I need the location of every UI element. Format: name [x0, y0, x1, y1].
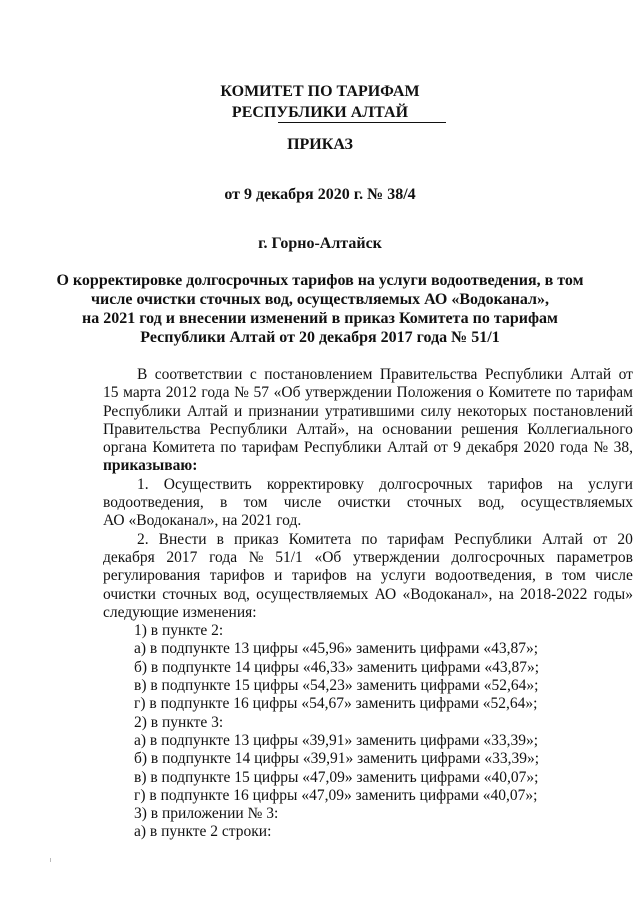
title-line: числе очистки сточных вод, осуществляемых АО «Водоканал»,: [91, 291, 549, 308]
word: от: [593, 530, 608, 548]
word: Комитета: [152, 439, 215, 457]
word: тарифов: [209, 567, 265, 585]
word: тарифам: [387, 530, 445, 548]
preamble-line: [103, 403, 633, 421]
item-1-line: [103, 476, 633, 494]
word: Алтай: [387, 439, 429, 457]
word: Комитете: [488, 384, 551, 402]
word: «Водоканал»,: [402, 585, 493, 603]
word: силу: [420, 402, 452, 420]
word: осуществляемых: [256, 585, 369, 603]
word: долгосрочных: [379, 475, 473, 493]
sub-item-line: б) в подпункте 14 цифры «39,91» заменить цифрами «33,39»;: [134, 750, 540, 768]
word: в: [545, 567, 553, 585]
word: 2018-2022: [520, 585, 588, 603]
sub-item-line: а) в подпункте 13 цифры «45,96» заменить цифрами «43,87»;: [134, 640, 539, 658]
word: 57: [253, 384, 270, 402]
item-1-line: АО «Водоканал», на 2021 год.: [103, 512, 302, 530]
word: очистки: [337, 494, 391, 512]
word: 38,: [613, 439, 633, 457]
word: о: [476, 384, 484, 402]
word: признании: [248, 402, 319, 420]
word: марта: [123, 384, 162, 402]
word: 15: [103, 384, 119, 402]
sub-item-line: а) в подпункте 13 цифры «39,91» заменить цифрами «33,39»;: [134, 731, 539, 749]
word: годы»: [593, 585, 633, 603]
word: 2012: [165, 384, 197, 402]
sub-item-line: 3) в приложении № 3:: [134, 805, 279, 823]
word: на: [557, 475, 574, 493]
word: некоторых: [457, 402, 528, 420]
word: вод,: [478, 494, 505, 512]
word: Осуществить: [163, 475, 252, 493]
word: по: [555, 384, 572, 402]
word: по: [220, 439, 237, 457]
sub-item-line: г) в подпункте 16 цифры «47,09» заменить цифрами «40,07»;: [134, 786, 538, 804]
word: корректировку: [266, 475, 364, 493]
word: «Об: [273, 384, 301, 402]
document-title: [0, 271, 640, 347]
word: услуги: [588, 475, 633, 493]
word: Внести: [158, 530, 207, 548]
word: АО: [374, 585, 397, 603]
word: Республики: [103, 402, 181, 420]
org-name-line-2: РЕСПУБЛИКИ АЛТАЙ: [231, 104, 409, 121]
word: тарифов: [487, 475, 543, 493]
sub-item-line: в) в подпункте 15 цифры «54,23» заменить цифрами «52,64»;: [134, 677, 539, 695]
word: 2.: [137, 530, 149, 548]
word: Правительства: [379, 366, 478, 383]
word: решения: [461, 420, 519, 438]
word: года: [559, 439, 588, 457]
city: г. Горно-Алтайск: [258, 235, 382, 252]
sub-item-line: б) в подпункте 14 цифры «46,33» заменить цифрами «43,87»;: [134, 658, 540, 676]
word: услуги: [380, 567, 426, 585]
word: постановлением: [264, 366, 373, 383]
word: по: [361, 530, 378, 548]
word: органа: [103, 439, 147, 457]
word: Республики: [484, 366, 563, 383]
word: Республики: [209, 420, 288, 438]
item-2-line: [103, 567, 633, 585]
word: и: [274, 567, 283, 585]
word: водоотведения,: [435, 567, 536, 585]
item-2-line: [103, 549, 633, 567]
word: водоотведения,: [103, 494, 204, 512]
word: 9: [453, 439, 461, 457]
word: приказ: [233, 530, 279, 548]
item-2-line: [103, 586, 633, 604]
word: 2017: [166, 548, 198, 566]
sub-item-line: в) в подпункте 15 цифры «47,09» заменить цифрами «40,07»;: [134, 768, 539, 786]
word: Республики: [454, 530, 532, 548]
word: в: [220, 494, 228, 512]
word: основании: [382, 420, 453, 438]
word: утверждении: [353, 548, 440, 566]
word: года: [201, 384, 230, 402]
word: «Об: [314, 548, 342, 566]
word: Правительства: [103, 420, 201, 438]
word: параметров: [556, 548, 633, 566]
title-line: на 2021 год и внесении изменений в приказ Комитета по тарифам: [82, 310, 558, 327]
word: на: [498, 585, 514, 603]
sub-item-line: а) в пункте 2 строки:: [134, 823, 272, 841]
word: №: [593, 439, 609, 457]
date-and-number: от 9 декабря 2020 г. № 38/4: [224, 186, 416, 203]
word: регулирования: [103, 567, 201, 585]
document-type: ПРИКАЗ: [287, 136, 353, 153]
word: 51/1: [275, 548, 303, 566]
order-word: приказываю:: [103, 457, 198, 475]
word: декабря: [103, 548, 155, 566]
word: 2020: [523, 439, 555, 457]
title-line: Республики Алтай от 20 декабря 2017 года № 51/1: [140, 329, 500, 346]
word: утверждении: [305, 384, 392, 402]
word: на: [356, 567, 372, 585]
word: на: [357, 420, 374, 438]
word: от: [433, 439, 448, 457]
word: №: [234, 384, 249, 402]
word: числе: [283, 494, 322, 512]
item-2-line: [103, 531, 633, 549]
preamble-line: [103, 384, 633, 402]
word: №: [248, 548, 264, 566]
word: том: [562, 567, 586, 585]
word: Коллегиального: [527, 420, 633, 438]
word: вод,: [223, 585, 250, 603]
word: соответствии: [154, 366, 243, 383]
document-body: [103, 366, 633, 842]
word: том: [243, 494, 268, 512]
sub-item-line: 2) в пункте 3:: [134, 713, 224, 731]
word: Положения: [396, 384, 472, 402]
word: Алтай: [570, 366, 612, 383]
word: Комитета: [288, 530, 352, 548]
word: постановлений: [533, 402, 633, 420]
word: 1.: [137, 475, 149, 493]
item-2-line: следующие изменения:: [103, 603, 257, 621]
preamble-line: [103, 421, 633, 439]
word: В: [137, 366, 148, 383]
word: числе: [595, 567, 633, 585]
scan-mark: [50, 858, 51, 862]
word: и: [233, 402, 243, 420]
word: Алтай: [541, 530, 583, 548]
word: декабря: [466, 439, 519, 457]
preamble-line: [103, 366, 633, 384]
word: утратившими: [324, 402, 415, 420]
word: Алтай»,: [296, 420, 349, 438]
sub-item-line: 1) в пункте 2:: [134, 622, 224, 640]
word: от: [618, 366, 633, 383]
word: осуществляемых: [520, 494, 633, 512]
title-line: О корректировке долгосрочных тарифов на услуги водоотведения, в том: [56, 272, 584, 289]
word: с: [249, 366, 257, 383]
word: года: [209, 548, 238, 566]
word: тарифам: [576, 384, 633, 402]
word: Алтай: [186, 402, 228, 420]
word: тарифов: [291, 567, 347, 585]
org-name-line-1: КОМИТЕТ ПО ТАРИФАМ: [220, 83, 420, 100]
word: Республики: [303, 439, 382, 457]
preamble-line: [103, 439, 633, 457]
word: в: [216, 530, 224, 548]
word: сточных: [162, 585, 218, 603]
word: 20: [617, 530, 633, 548]
word: очистки: [103, 585, 156, 603]
header-underline: [278, 122, 446, 123]
word: тарифам: [241, 439, 299, 457]
word: долгосрочных: [451, 548, 545, 566]
word: сточных: [406, 494, 462, 512]
item-1-line: [103, 494, 633, 512]
sub-item-line: г) в подпункте 16 цифры «54,67» заменить цифрами «52,64»;: [134, 695, 538, 713]
